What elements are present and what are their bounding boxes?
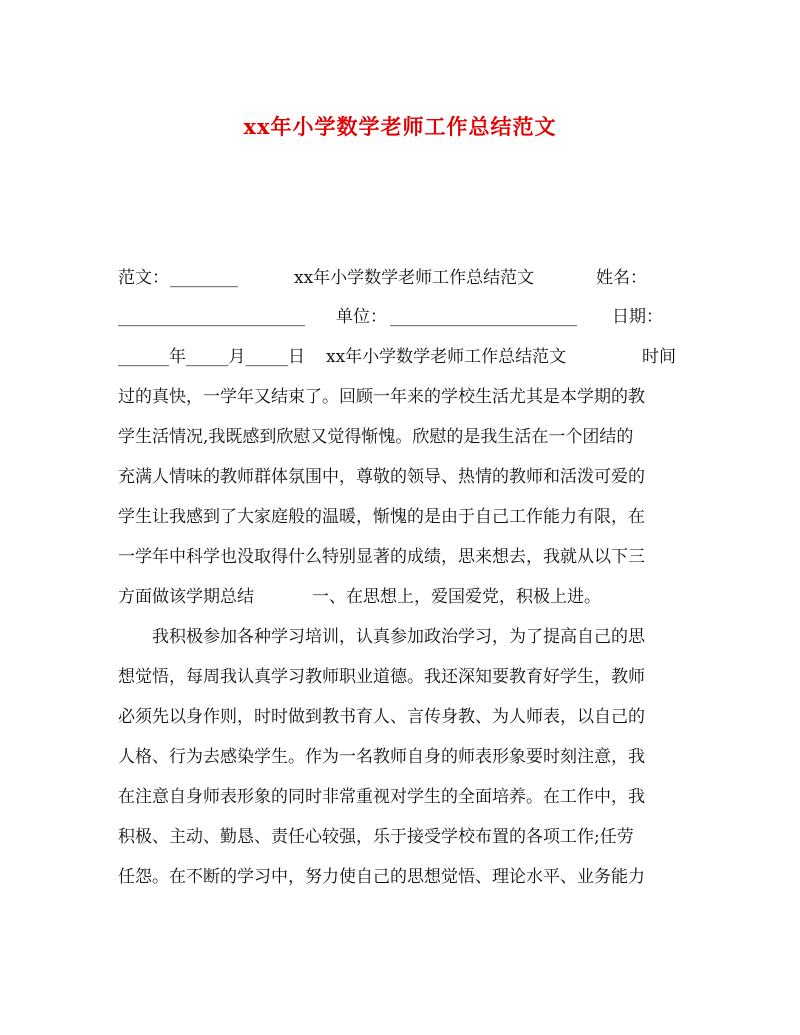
header-line-3	[118, 345, 684, 369]
label-name: 姓名：	[596, 268, 647, 288]
label-date: 日期：	[612, 307, 663, 327]
blank-name: ______________________	[118, 307, 305, 327]
section-line	[118, 585, 684, 609]
body-line: 学生活情况,我既感到欣慰又觉得惭愧。欣慰的是我生活在一个团结的	[118, 427, 634, 447]
line-fangmian: 方面做该学期总结	[118, 587, 254, 607]
paragraph-line: 想觉悟，每周我认真学习教师职业道德。我还深知要教育好学生，教师	[118, 667, 645, 687]
body-line: 充满人情味的教师群体氛围中，尊敬的领导、热情的教师和活泼可爱的	[118, 467, 645, 487]
doc-name-2: xx年小学数学老师工作总结范文	[326, 347, 567, 367]
label-unit: 单位：	[336, 307, 387, 327]
document-title: xx年小学数学老师工作总结范文	[243, 114, 557, 139]
paragraph-line: 人格、行为去感染学生。作为一名教师自身的师表形象要时刻注意，我	[118, 747, 645, 767]
header-line-1	[118, 266, 684, 290]
paragraph-line: 任怨。在不断的学习中，努力使自己的思想觉悟、理论水平、业务能力	[118, 867, 645, 887]
blank-fanwen: ________	[170, 268, 238, 288]
header-line-2	[118, 305, 684, 329]
paragraph-line-indented: 我积极参加各种学习培训，认真参加政治学习，为了提高自己的思	[152, 627, 645, 647]
doc-name: xx年小学数学老师工作总结范文	[294, 268, 535, 288]
body-line: 一学年中科学也没取得什么特别显著的成绩，思来想去，我就从以下三	[118, 547, 645, 567]
date-blanks: ______年_____月_____日	[118, 347, 305, 367]
label-fanwen: 范文：	[118, 268, 169, 288]
intro-start: 时间	[642, 347, 676, 367]
paragraph-line: 积极、主动、勤恳、责任心较强，乐于接受学校布置的各项工作;任劳	[118, 827, 634, 847]
body-line: 学生让我感到了大家庭般的温暖，惭愧的是由于自己工作能力有限，在	[118, 507, 645, 527]
paragraph-line: 在注意自身师表形象的同时非常重视对学生的全面培养。在工作中，我	[118, 787, 645, 807]
paragraph-line: 必须先以身作则，时时做到教书育人、言传身教、为人师表，以自己的	[118, 707, 645, 727]
blank-unit: ______________________	[390, 307, 577, 327]
section-heading: 一、在思想上，爱国爱党，积极上进。	[312, 587, 601, 607]
body-line: 过的真快，一学年又结束了。回顾一年来的学校生活尤其是本学期的教	[118, 387, 645, 407]
